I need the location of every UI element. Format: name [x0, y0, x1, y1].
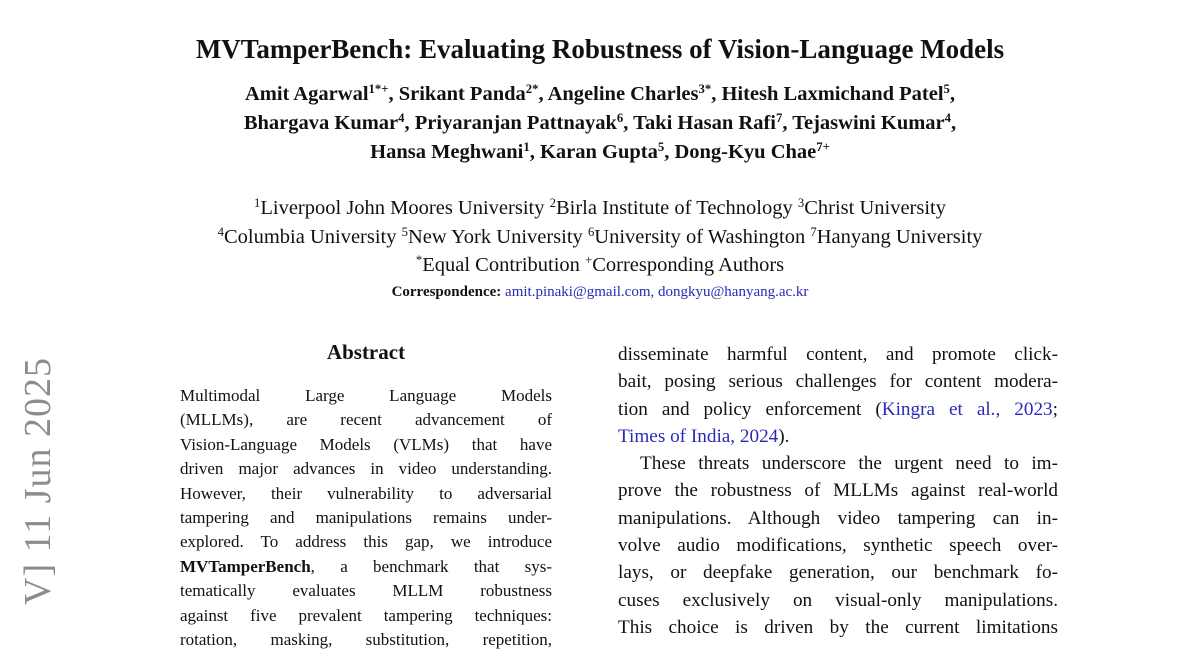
citation-separator: ; [1052, 398, 1058, 420]
author-list [150, 80, 1050, 167]
abstract-text [180, 384, 552, 652]
author-name: Srikant Panda [398, 83, 526, 105]
abstract-line: Multimodal Large Language Models [180, 386, 552, 405]
benchmark-name: MVTamperBench [180, 556, 311, 576]
author-affiliation-mark: 7 [775, 111, 783, 126]
body-text: ). [778, 425, 790, 447]
paper-title: MVTamperBench: Evaluating Robustness of Vision-Language Models [195, 34, 1005, 64]
affiliation-name: Corresponding Authors [592, 254, 785, 276]
abstract-line: tampering and manipulations remains under- [180, 508, 552, 528]
citation-link[interactable]: Kingra et al., 2023 [881, 398, 1053, 420]
author-affiliation-mark: 5 [657, 140, 665, 155]
abstract-line-rest: , a benchmark that sys- [310, 556, 552, 576]
body-line: disseminate harmful content, and promote click- [618, 344, 1058, 365]
correspondence-emails[interactable]: amit.pinaki@gmail.com, dongkyu@hanyang.ac.kr [505, 284, 809, 300]
author-name: Angeline Charles [547, 83, 699, 105]
author-line: Bhargava Kumar$^4$, Priyaranjan Pattnayak$^6$, Taki Hasan Rafi$^7$, Tejaswini Kumar$^4$, [243, 111, 957, 134]
author-affiliation-mark: 5 [943, 82, 950, 97]
author-affiliation-mark: 6 [616, 111, 624, 126]
author-affiliation-mark: 4 [398, 111, 405, 126]
affiliation-mark: 1 [254, 196, 261, 211]
affiliation-mark: 2 [549, 196, 556, 211]
paragraph-harmful-content [618, 341, 1058, 450]
author-affiliation-mark: 3* [698, 82, 712, 97]
abstract-line: However, their vulnerability to adversarial [180, 483, 552, 503]
author-affiliation-mark: 4 [944, 111, 952, 126]
affiliation-name: Christ University [804, 197, 946, 219]
author-name: Hitesh Laxmichand Patel [721, 83, 944, 105]
arxiv-side-stamp: V] 11 Jun 2025 [17, 357, 59, 605]
author-name: Karan Gupta [539, 141, 658, 163]
affiliation-mark: + [585, 253, 593, 268]
author-name: Taki Hasan Rafi [633, 112, 776, 134]
body-line-citation [618, 423, 1058, 450]
abstract-heading: Abstract [326, 340, 406, 364]
author-name: Hansa Meghwani [370, 141, 524, 163]
affiliation-name: University of Washington [594, 225, 806, 248]
correspondence [0, 284, 1200, 301]
abstract-line: driven major advances in video understanding. [180, 459, 552, 479]
author-affiliation-mark: 2* [525, 82, 539, 97]
abstract-line: explored. To address this gap, we introduce [180, 532, 552, 552]
author-affiliation-mark: 1*+ [368, 82, 389, 97]
author-name: Bhargava Kumar [243, 112, 399, 134]
body-line-citation [618, 396, 1058, 423]
affiliation-name: Equal Contribution [422, 254, 580, 276]
affiliation-mark: 4 [217, 224, 224, 239]
paragraph-threats [618, 450, 1058, 641]
body-line: lays, or deepfake generation, our benchmark fo- [618, 562, 1058, 584]
affiliation-mark: 5 [401, 224, 408, 239]
affiliation-line [100, 194, 1100, 223]
abstract-line: Vision-Language Models (VLMs) that have [180, 434, 552, 454]
affiliation-mark: * [415, 253, 423, 268]
body-line: These threats underscore the urgent need to im- [640, 453, 1058, 475]
body-line: volve audio modifications, synthetic speech over- [618, 535, 1058, 557]
body-text: tion and policy enforcement ( [618, 398, 882, 420]
author-name: Dong-Kyu Chae [674, 141, 817, 163]
affiliation-mark: 6 [587, 224, 595, 239]
abstract-line: against five prevalent tampering techniques: [180, 605, 552, 625]
affiliation-name: Liverpool John Moores University [260, 197, 545, 219]
author-name: Amit Agarwal [244, 83, 369, 105]
abstract-line-benchmark [180, 555, 552, 579]
affiliation-mark: 3 [797, 196, 805, 211]
affiliation-line [100, 251, 1100, 280]
abstract-line: tematically evaluates MLLM robustness [180, 581, 552, 601]
body-line: manipulations. Although video tampering can in- [618, 507, 1058, 529]
body-line: This choice is driven by the current limitations [618, 616, 1058, 638]
body-line: cuses exclusively on visual-only manipulations. [618, 589, 1058, 611]
author-name: Tejaswini Kumar [792, 112, 945, 134]
author-name: Priyaranjan Pattnayak [414, 112, 617, 134]
affiliation-name: Columbia University [223, 225, 397, 248]
affiliation-mark: 7 [810, 224, 817, 239]
affiliation-list [100, 194, 1100, 280]
affiliation-line [100, 223, 1100, 252]
affiliation-name: New York University [407, 225, 583, 248]
abstract-line: (MLLMs), are recent advancement of [180, 410, 552, 430]
affiliation-name: Hanyang University [816, 225, 983, 248]
abstract-line: rotation, masking, substitution, repetition, [180, 630, 552, 650]
affiliation-name: Birla Institute of Technology [555, 197, 793, 219]
author-line: Hansa Meghwani$^1$, Karan Gupta$^5$, Dong-Kyu Chae$^{7+}$ [370, 140, 830, 163]
body-column-right [618, 341, 1058, 641]
author-line: Amit Agarwal$^{1*+}$, Srikant Panda$^{2*}$, Angeline Charles$^{3*}$, Hitesh Laxmichand Patel$^5$, [244, 82, 956, 105]
body-line: bait, posing serious challenges for content modera- [618, 371, 1058, 393]
author-affiliation-mark: 7+ [816, 140, 830, 155]
correspondence-label: Correspondence: [391, 284, 502, 300]
body-line: prove the robustness of MLLMs against real-world [618, 480, 1058, 502]
author-affiliation-mark: 1 [523, 140, 530, 155]
citation-link[interactable]: Times of India, 2024 [618, 425, 779, 447]
